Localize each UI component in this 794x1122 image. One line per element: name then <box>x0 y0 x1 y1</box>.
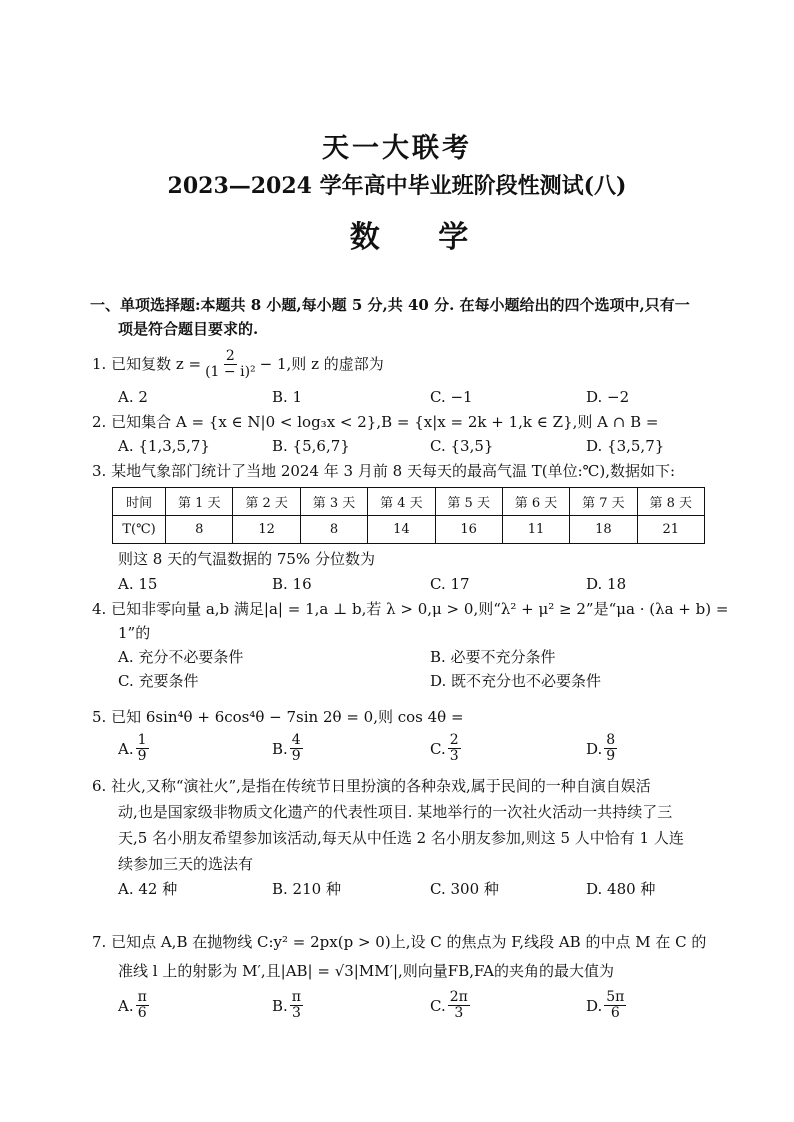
q7-option-c[interactable] <box>430 990 472 1021</box>
question-6-line1: 6. 社火,又称“演社火”,是指在传统节日里扮演的各种杂戏,属于民间的一种自演自娱活 <box>92 777 651 795</box>
frac-num: 1 <box>137 732 147 748</box>
frac-num: 2 <box>449 732 459 748</box>
table-cell: 第 1 天 <box>166 488 233 516</box>
q2-option-c[interactable]: C. {3,5} <box>430 437 494 455</box>
frac-num: π <box>291 989 301 1005</box>
option-label: D. <box>586 739 603 758</box>
frac-den: 6 <box>610 1005 620 1021</box>
q1-option-a[interactable]: A. 2 <box>118 388 148 406</box>
option-fraction <box>136 990 149 1021</box>
option-fraction <box>604 733 617 764</box>
q2-option-b[interactable]: B. {5,6,7} <box>272 437 350 455</box>
q1-suffix: − 1,则 z 的虚部为 <box>259 355 384 373</box>
q4-option-a[interactable]: A. 充分不必要条件 <box>118 648 244 666</box>
q3-followup: 则这 8 天的气温数据的 75% 分位数为 <box>118 550 375 568</box>
option-label: B. <box>272 996 288 1015</box>
q6-option-a[interactable]: A. 42 种 <box>118 880 178 898</box>
table-cell: 第 4 天 <box>368 488 435 516</box>
q1-option-c[interactable]: C. −1 <box>430 388 473 406</box>
option-label: B. <box>272 739 288 758</box>
q1-prefix: 1. 已知复数 z = <box>92 355 202 373</box>
frac-den: 9 <box>606 748 616 764</box>
table-cell: 16 <box>435 516 502 544</box>
question-4-stem-line1: 4. 已知非零向量 a,b 满足|a| = 1,a ⊥ b,若 λ > 0,μ > 0,则“λ² + μ² ≥ 2”是“μa · (λa + b) = <box>92 600 729 618</box>
table-cell: 第 6 天 <box>502 488 569 516</box>
table-cell: 第 7 天 <box>570 488 637 516</box>
q5-option-c[interactable] <box>430 733 463 764</box>
q3-option-c[interactable]: C. 17 <box>430 575 470 593</box>
exam-title: 天一大联考 <box>322 133 472 164</box>
q1-fraction <box>203 349 258 380</box>
table-cell: 8 <box>300 516 367 544</box>
table-row <box>113 516 705 544</box>
q4-option-c[interactable]: C. 充要条件 <box>118 672 199 690</box>
section-heading-line1: 一、单项选择题:本题共 8 小题,每小题 5 分,共 40 分. 在每小题给出的四个选项中,只有一 <box>90 296 690 314</box>
q7-option-a[interactable] <box>118 990 151 1021</box>
q1-option-b[interactable]: B. 1 <box>272 388 303 406</box>
frac-num: 2π <box>449 989 468 1005</box>
question-6-line3: 天,5 名小朋友希望参加该活动,每天从中任选 2 名小朋友参加,则这 5 人中恰有 1 人连 <box>118 829 684 847</box>
table-cell: T(℃) <box>113 516 166 544</box>
q6-option-b[interactable]: B. 210 种 <box>272 880 341 898</box>
frac-den: 9 <box>291 748 301 764</box>
q5-option-b[interactable] <box>272 733 305 764</box>
question-6-line4: 续参加三天的选法有 <box>118 855 254 873</box>
q1-frac-num: 2 <box>225 347 235 364</box>
option-fraction <box>604 990 626 1021</box>
option-fraction <box>290 990 303 1021</box>
table-cell: 21 <box>637 516 704 544</box>
question-3-stem: 3. 某地气象部门统计了当地 2024 年 3 月前 8 天每天的最高气温 T(单位:℃),数据如下: <box>92 462 676 480</box>
question-2-stem: 2. 已知集合 A = {x ∈ N|0 < log₃x < 2},B = {x|x = 2k + 1,k ∈ Z},则 A ∩ B = <box>92 413 659 431</box>
table-cell: 8 <box>166 516 233 544</box>
table-cell: 18 <box>570 516 637 544</box>
q3-option-a[interactable]: A. 15 <box>118 575 158 593</box>
table-cell: 第 5 天 <box>435 488 502 516</box>
q2-option-d[interactable]: D. {3,5,7} <box>586 437 665 455</box>
q5-option-d[interactable] <box>586 733 619 764</box>
table-cell: 时间 <box>113 488 166 516</box>
option-fraction <box>448 733 461 764</box>
temperature-table <box>112 487 705 544</box>
q1-frac-den: (1 − i)² <box>205 363 256 380</box>
q7-option-b[interactable] <box>272 990 305 1021</box>
section-heading-line2: 项是符合题目要求的. <box>118 320 259 338</box>
question-6-line2: 动,也是国家级非物质文化遗产的代表性项目. 某地举行的一次社火活动一共持续了三 <box>118 803 673 821</box>
option-fraction <box>136 733 149 764</box>
frac-den: 3 <box>291 1005 301 1021</box>
option-label: C. <box>430 739 446 758</box>
q3-option-b[interactable]: B. 16 <box>272 575 312 593</box>
question-1-stem <box>92 349 384 379</box>
q6-option-c[interactable]: C. 300 种 <box>430 880 499 898</box>
frac-den: 6 <box>137 1005 147 1021</box>
table-cell: 11 <box>502 516 569 544</box>
q6-option-d[interactable]: D. 480 种 <box>586 880 656 898</box>
question-7-line2: 准线 l 上的射影为 M′,且|AB| = √3|MM′|,则向量FB,FA的夹角的最大值为 <box>118 962 614 980</box>
option-fraction <box>290 733 303 764</box>
frac-num: 4 <box>291 732 301 748</box>
q5-option-a[interactable] <box>118 733 151 764</box>
question-4-stem-line2: 1”的 <box>118 624 151 642</box>
table-cell: 第 3 天 <box>300 488 367 516</box>
frac-den: 3 <box>454 1005 464 1021</box>
table-cell: 14 <box>368 516 435 544</box>
option-label: A. <box>118 739 134 758</box>
table-header-row <box>113 488 705 516</box>
q2-option-a[interactable]: A. {1,3,5,7} <box>118 437 210 455</box>
subject-title: 数 学 <box>349 220 493 255</box>
q4-option-d[interactable]: D. 既不充分也不必要条件 <box>430 672 602 690</box>
q4-option-b[interactable]: B. 必要不充分条件 <box>430 648 556 666</box>
frac-den: 9 <box>137 748 147 764</box>
question-7-line1: 7. 已知点 A,B 在抛物线 C:y² = 2px(p > 0)上,设 C 的焦点为 F,线段 AB 的中点 M 在 C 的 <box>92 933 707 951</box>
option-label: A. <box>118 996 134 1015</box>
frac-num: 8 <box>606 732 616 748</box>
option-label: C. <box>430 996 446 1015</box>
q7-option-d[interactable] <box>586 990 628 1021</box>
frac-den: 3 <box>449 748 459 764</box>
exam-subtitle: 2023—2024 学年高中毕业班阶段性测试(八) <box>167 173 627 199</box>
table-cell: 第 2 天 <box>233 488 300 516</box>
q3-option-d[interactable]: D. 18 <box>586 575 627 593</box>
option-fraction <box>448 990 470 1021</box>
q1-option-d[interactable]: D. −2 <box>586 388 630 406</box>
frac-num: 5π <box>606 989 625 1005</box>
table-cell: 第 8 天 <box>637 488 704 516</box>
option-label: D. <box>586 996 603 1015</box>
table-cell: 12 <box>233 516 300 544</box>
question-5-stem: 5. 已知 6sin⁴θ + 6cos⁴θ − 7sin 2θ = 0,则 cos 4θ = <box>92 708 464 726</box>
frac-num: π <box>137 989 147 1005</box>
